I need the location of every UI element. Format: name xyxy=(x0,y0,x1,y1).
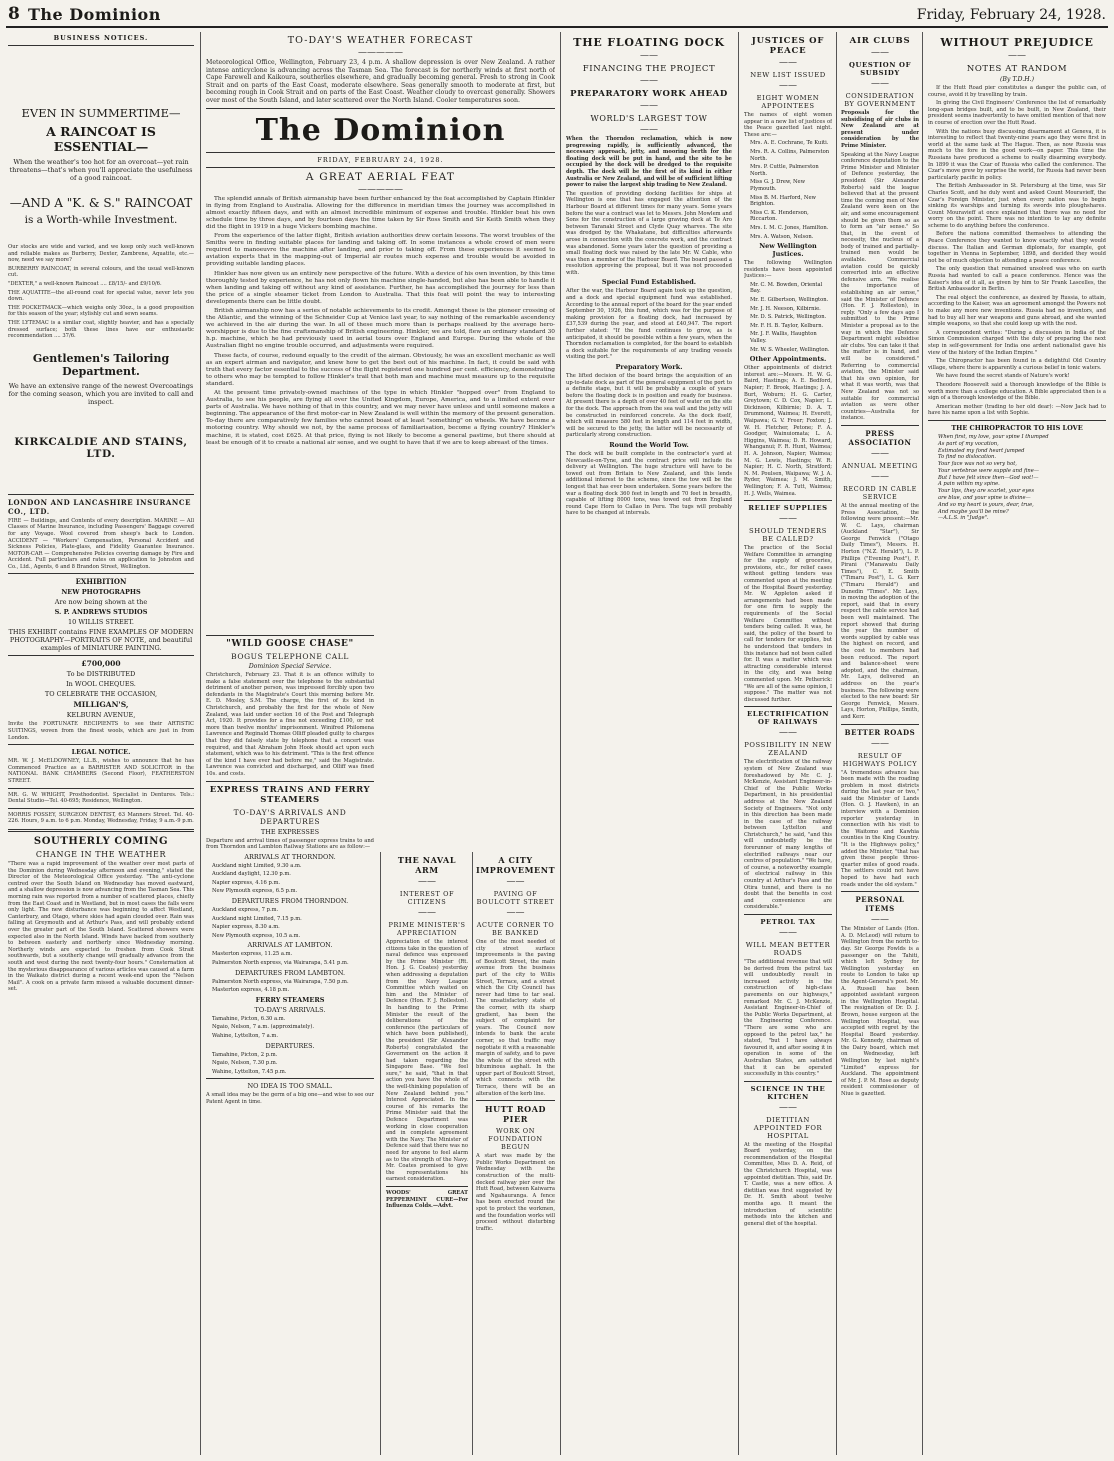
prejudice-paragraph: A correspondent writes: "During a discussion in India of the Simon Commission charged with the duty of preparing the next step in self-government for India one ardent nationalist gave his view of the history of the Indian Empire." xyxy=(928,329,1106,356)
dock-fund-body: After the war, the Harbour Board again took up the question, and a dock and special equipment fund was established. According to the annual report of the board for the year ended September 30, 1926, this fund, which was for the purpose of making provision for a floating dock, had increased by £37,539 during the year, and stood at £40,947. The report further stated: "If the fund continues to grow, as is anticipated, it should be possible within a few years, when the Thorndon reclamation is completed, for the board to establish a dock suitable for the requirements of any trading vessels visiting the port." xyxy=(566,288,732,361)
wild-goose-body: Christchurch, February 23. That it is an offence wilfully to make a false statement over the telephone to the substantial detriment of another person, was impressed forcibly upon two defendants in the Magistrate's Court this morning before Mr. E. D. Mosley, S.M. The charge, the first of its kind in Christchurch, and probably the first for the whole of New Zealand, was laid under section 16 of the Post and Telegraph Act, 1920. It provides for a fine not exceeding £100, or not more than twelve months' imprisonment. Winifred Philomena Lawrence and Reginald Thomas Olliff pleaded guilty to charges that they did falsely state by telephone that a concert was required, and that Abraham John Hook should act upon such statement, which was to his detriment. "This is the first offence of the kind I have ever had before me," said the Magistrate. Lawrence was convicted and discharged, and Olliff was fined 10s. and costs. xyxy=(206,672,374,777)
hutt-head: HUTT ROAD PIER xyxy=(484,1104,547,1125)
prejudice-sub: NOTES AT RANDOM xyxy=(966,64,1068,74)
prejudice-paragraph: The only question that remained unsolved was who on earth Russia had wanted to call a peace conference. Hence was the Kaiser's idea of it all, as given by him to Sir Frank Lascelles, the British Ambassador in Berlin. xyxy=(928,266,1106,293)
express-list-item: Napier express, 4.16 p.m. xyxy=(212,879,281,886)
wild-goose-source: Dominion Special Service. xyxy=(248,663,332,670)
dock-tow-head: Round the World Tow. xyxy=(609,440,689,449)
column-air-clubs: AIR CLUBS —— QUESTION OF SUBSIDY —— CONSIDERATION BY GOVERNMENT Proposals for the subsidising of air clubs in New Zealand are at present under consideration by the Prime Minister. Speaking at the Navy League conference deputation to the Prime Minister and Minister of Defence yesterday, the president (Sir Alexander Roberts) said the league believed that at the present time the coming men of New Zealand were keen on the air, and some encouragement should be given them so as to form an "air sense." So that, in the event of necessity, the nucleus of a body of trained and partially-trained men would be available. Commercial aviation could be quickly converted into an effective defensive arm. "We realise the importance of establishing an air sense," said the Minister of Defence (Hon. F. J. Rolleston), in reply. "Only a few days ago I submitted to the Prime Minister a proposal as to the way in which the Defence Department might subsidise air clubs. You can take it that the matter is in hand, and will be considered." Referring to commercial aviation, the Minister said that his own opinion, for what it was worth, was that New Zealand was not so suitable for commercial aviation as were other countries—Australia for instance. PRESS ASSOCIATION —— ANNUAL MEETING —— RECORD IN CABLE SERVICE At the annual meeting of the Press Association, the following were present:—Mr. W. C. Lays, chairman (Auckland "Star"), Sir George Fenwick ("Otago Daily Times"), Messrs. H. Horton ("N.Z. Herald"), L. P. Phillips ("Evening Post"), F. Pirani ("Manawatu Daily Times"), C. E. Smith ("Timaru Post"), L. G. Kerr ("Timaru Herald") and Dunedin "Times". Mr. Lays, in moving the adoption of the report, said that in every respect the cable service had been well maintained. The report showed that during the year the number of words supplied by cable was the highest on record, and the cost to members had been reduced. The report and balance-sheet were adopted, and the chairman, Mr. Lays, delivered an address on the year's business. The following were elected to the new board: Sir George Fenwick, Messrs. Lays, Horton, Phillips, Smith, and Kerr. BETTER ROADS —— RESULT OF HIGHWAYS POLICY "A tremendous advance has been made with the roading problem in most districts during the last year or two," said the Minister of Lands (Hon. O. J. Hawken), in an interview with a Dominion reporter yesterday in connection with his visit to the Waitomo and Kawhia counties in the King Country. "It is the Highways policy," added the Minister, "that has given these people three-quarter miles of good roads. The settlers could not have hoped to have had such roads under the old system." PERSONAL ITEMS —— The Minister of Lands (Hon. A. D. McLeod) will return to Wellington from the north to-day. Sir George Fowlds is a passenger on the Tahiti, which left Sydney for Wellington yesterday en route to London to take up the Agent-General's post. Mr. A. Russell has been appointed assistant surgeon in the Wellington Hospital. The resignation of Dr. D. J. Brown, house surgeon at the Wellington Hospital, was accepted with regret by the Hospital Board yesterday. Mr. G. Kennedy, chairman of the Dairy board, which met on Wednesday, left Wellington by last night's "Limited" express for Auckland. The appointment of Mr. J. P. M. Rose as deputy resident commissioner of Niue is gazetted. xyxy=(841,36,919,1098)
press-head: PRESS ASSOCIATION xyxy=(848,428,912,447)
column-rule xyxy=(200,32,201,1455)
petrol-body: "The additional revenue that will be derived from the petrol tax will undoubtedly result in increased activity in the construction of high-class pavements on our highways," remarked Mr. C. J. McKenzie, Assistant Engineer-in-Chief of the Public Works Department, at the Engineering Conference. "There are some who are opposed to the petrol tax," he stated, "but I have always favoured it, and after seeing it in operation in some of the Australian States, am satisfied that it can be operated successfully in this country." xyxy=(744,959,832,1078)
page-number: 8 xyxy=(8,4,20,24)
hutt-sub: WORK ON FOUNDATION BEGUN xyxy=(488,1127,543,1152)
editorial-head: A GREAT AERIAL FEAT xyxy=(305,170,456,183)
column-editorial: TO-DAY'S WEATHER FORECAST ————— Meteorological Office, Wellington, February 23, 4 p.m. A shallow depression is over New Zealand. A rather intense anticyclone is advancing across the Tasman Sea. The forecast is for northerly winds at first north of Cape Farewell and Kaikoura, southerlies elsewhere, and gradually becoming general. Fresh to strong in Cook Strait and on parts of the East Coast, moderate elsewhere. Seas generally smooth to moderate at first, but becoming rough in Cook Strait and on parts of the East Coast. Weather cloudy to overcast generally. Showers over most of the South Island, and later scattered over the North Island. Cooler temperatures soon. The Dominion FRIDAY, FEBRUARY 24, 1928. A GREAT AERIAL FEAT ————— The splendid annals of British airmanship have been further enhanced by the feat accomplished by Captain Hinkler in flying from England to Australia. Allowing for the difference in meridian times the journey was accomplished in almost exactly fifteen days, and with an almost incredible minimum of expense and trouble. Hinkler beat his own schedule time by three days, and by fourteen days the time taken by Sir Ross Smith and Sir Keith Smith when they did the flight in 1919 in a huge Vickers bombing machine. From the experience of the latter flight, British aviation authorities drew certain lessons. The worst troubles of the Smiths were in finding suitable places for landing and taking off. In some instances a whole crowd of men were required to manoeuvre the machine after landing, and prior to taking off. From these experiences it seemed to aviation experts that in the mapping-out of Imperial air routes much expense and trouble would be avoided in providing suitable landing places. Hinkler has now given us an entirely new perspective of the future. With a device of his own invention, by this time thoroughly tested by experience, he has not only flown his machine single-handed, but also has been able to handle it when landing and taking off without any kind of assistance. Further, he has accomplished the journey for less than the price of a single steamer ticket from London to Australia. That this feat will point the way to interesting developments there can be little doubt. British airmanship now has a series of notable achievements to its credit. Amongst these is the pioneer crossing of the Atlantic, and the winning of the Schneider Cup at Venice last year, to say nothing of the remarkable ascendency we achieved in the air during the war. In all of these much more than is perhaps realised by the average hero-worshipper is due to the fine craftsmanship of British engineering. Hinkler, we are told, flew an ordinary standard 30 h.p. machine, which he had previously used in aerial tours over England and Europe. During the whole of the Australian flight no engine trouble occurred, and adjustments were required. These facts, of course, redound equally to the credit of the airman. Obviously, he was an excellent mechanic as well as an expert airman and navigator, and knew how to get the best out of his machine. In fact, it could be said with truth that every factor essential to the success of the flight registered one hundred per cent. efficiency, demonstrating to others who may be tempted to follow Hinkler's trail that both man and machine must measure up to the requisite standard. At the present time privately-owned machines of the type in which Hinkler "hopped over" from England to Australia, to see his people, are flying all over the United Kingdom, Europe, America, and to a limited extent over parts of Australia. We have nothing of that in this country, and we may never have unless and until someone makes a beginning. The appearance of the first motor-car in New Zealand is well within the memory of the present generation. To-day there are comparatively few families who cannot boast of at least "something" on wheels. We have become a motoring country. Why should we not, by the same process of familiarisation, become a flying country? Hinkler's machine, it is stated, cost £625. At that price, flying is not likely to become a general pastime, but there should at least be enough of it to create a national air sense, and we ought to have that if we are to keep abreast of the times. "WILD GOOSE CHASE" BOGUS TELEPHONE CALL Dominion Special Service. Christchurch, February 23. That it is an offence wilfully to make a false statement over the telephone to the substantial detriment of another person, was impressed forcibly upon two defendants in the Magistrate's Court this morning before Mr. E. D. Mosley, S.M. The charge, the first of its kind in Christchurch, and probably the first for the whole of New Zealand, was laid under section 16 of the Post and Telegraph Act, 1920. It provides for a fine not exceeding £100, or not more than twelve months' imprisonment. Winifred Philomena Lawrence and Reginald Thomas Olliff pleaded guilty to charges that they did falsely state by telephone that a concert was required, and that Abraham John Hook should act upon such statement, which was to his detriment. "This is the first offence of the kind I have ever had before me," said the Magistrate. Lawrence was convicted and discharged, and Olliff was fined 10s. and costs. EXPRESS TRAINS AND FERRY STEAMERS TO-DAY'S ARRIVALS AND DEPARTURES THE EXPRESSES Departure and arrival times of passenger express trains to and from Thorndon and Lambton Railway Stations are as follow:— ARRIVALS AT THORNDON. Auckland night Limited, 9.30 a.m. Auckland daylight, 12.30 p.m. Napier express, 4.16 p.m. New Plymouth express, 6.5 p.m. DEPARTURES FROM THORNDON. Auckland express, 7 p.m. Auckland night Limited, 7.15 p.m. Napier express, 8.30 a.m. New Plymouth express, 10.5 a.m. ARRIVALS AT LAMBTON. Masterton express, 11.25 a.m. Palmerston North express, via Wairarapa, 5.41 p.m. DEPARTURES FROM LAMBTON. Palmerston North express, via Wairarapa, 7.50 p.m. Masterton express, 4.18 p.m. FERRY STEAMERS TO-DAY'S ARRIVALS. Tamahine, Picton, 6.30 a.m. Ngaio, Nelson, 7 a.m. (approximately). Wahine, Lyttelton, 7 a.m. DEPARTURES. Tamahine, Picton, 2 p.m. Ngaio, Nelson, 7.30 p.m. Wahine, Lyttelton, 7.45 p.m. NO IDEA IS TOO SMALL. A small idea may be the germ of a big one—and wise to see our Patent Agent in time. THE NAVAL ARM —— INTEREST OF CITIZENS —— PRIME MINISTER'S APPRECIATION Appreciation of the interest citizens take in the question of naval defence was expressed by the Prime Minister (Rt. Hon. J. G. Coates) yesterday when addressing a deputation from the Navy League Committee which waited on him and the Minister of Defence (Hon. F. J. Rolleston). In handing to the Prime Minister the result of the deliberations of the conference (the particulars of which have been published), the president (Sir Alexander Roberts) congratulated the Government on the action it had taken regarding the Singapore Base. "We feel sure," he said, "that in that action you have the whole of the well-thinking population of New Zealand behind you." Interest Appreciated. In the course of his remarks the Prime Minister said that the Defence Department was working in close cooperation and in complete agreement with the Navy. The Minister of Defence said that there was no need for anyone to feel alarm as to the strength of the Navy. Mr. Coates promised to give the representations his earnest consideration. WOODS' GREAT PEPPERMINT CURE—For Influenza Colds.—Advt. A CITY IMPROVEMENT —— PAVING OF BOULCOTT STREET —— ACUTE CORNER TO BE BANKED One of the most needed of city street surface improvements is the paving of Boulcott Street, the main avenue from the business part of the city to Willis Street, Terrace, and a street which the City Council has never had time to tar seal. The unsatisfactory state of the corner, with its sharp gradient, has been the subject of complaint for years. The Council now intends to bank the acute corner, so that traffic may negotiate it with a reasonable margin of safety, and to pave the whole of the street with bituminous asphalt. In the upper part of Boulcott Street, which connects with the Terrace, there will be an alteration of the kerb line. HUTT ROAD PIER WORK ON FOUNDATION BEGUN A start was made by the Public Works Department on Wednesday with the construction of the multi-decked railway pier over the Hutt Road, between Kaiwarra and Ngahauranga. A fence has been erected round the spot to protect the workmen, and the foundation works will proceed without disturbing traffic. xyxy=(206,32,555,1455)
city-sub: PAVING OF BOULCOTT STREET xyxy=(476,890,555,906)
raincoat-line4: —AND A "K. & S." RAINCOAT xyxy=(9,196,193,210)
jp-intro: The names of eight women appear in a new list of justices of the Peace gazetted last night. These are:— xyxy=(744,112,832,138)
relief-body: The practice of the Social Welfare Committee in arranging for the supply of groceries, provisions, etc., for relief cases without getting tenders was commented upon at the meeting of the Hospital Board yesterday. Mr. W. Appleton asked if arrangements had been made for one firm to supply the requirements of the Social Welfare Committee without tenders being called. It was, he said, the policy of the board to call for tenders for supplies, but he understood that tenders in this instance had not been called for. It was a matter which was attracting considerable interest in the city, and was being commented upon. Mr. Petherick: "We are all of the same opinion, I suppose." The matter was not discussed further. xyxy=(744,545,832,703)
column-floating-dock: THE FLOATING DOCK —— FINANCING THE PROJECT —— PREPARATORY WORK AHEAD —— WORLD'S LARGEST TOW —— When the Thorndon reclamation, which is now progressing rapidly, is sufficiently advanced, the necessary approach, jetty, and mooring berth for the floating dock will be put in hand, and the site to be occupied by the dock will be dredged to the requisite depth. The dock will be the first of its kind in either Australia or New Zealand, and will be of sufficient lifting power to raise the largest ship trading to New Zealand. The question of providing docking facilities for ships at Wellington is one that has engaged the attention of the Harbour Board at different times for many years. Some years before the war a contract was let to Messrs. John Mowlem and Sons for the construction of a large graving dock at Te Aro between Taranaki Street and Clyde Quay wharves. The site was dredged by the Whakatane, but difficulties afterwards arose in connection with the concrete work, and the contract was abandoned. Some years later the question of providing a small floating dock was raised by the late Mr. W. Cable, who was then a member of the Harbour Board. The board passed a resolution approving the proposal, but it was not proceeded with. Special Fund Established. After the war, the Harbour Board again took up the question, and a dock and special equipment fund was established. According to the annual report of the board for the year ended September 30, 1926, this fund, which was for the purpose of making provision for a floating dock, had increased by £37,539 during the year, and stood at £40,947. The report further stated: "If the fund continues to grow, as is anticipated, it should be possible within a few years, when the Thorndon reclamation is completed, for the board to establish a dock suitable for the requirements of any trading vessels visiting the port." Preparatory Work. The lifted decision of the board brings the acquisition of an up-to-date dock as part of the general equipment of the port to a definite stage, but it will be probably a couple of years before the floating dock is in position and ready for business. At present there is a depth of over 40 feet of water on the site for the dock. The approach from the sea wall and the jetty will be constructed in reinforced concrete. As the dock itself, which will measure 580 feet in length and 114 feet in width, will be secured to the jetty, the latter will be necessarily of particularly strong construction. Round the World Tow. The dock will be built complete in the contractor's yard at Newcastle-on-Tyne, and the contract price will include its delivery at Wellington. The huge structure will have to be towed out from Britain to New Zealand, and this lends additional interest to the scheme, since the tow will be the longest that has ever been undertaken. Some years before the war a floating dock 360 feet in length and 70 feet in breadth, capable of lifting 8000 tons, was towed out from England round Cape Horn to Callao in Peru. The tugs will probably have to be changed at intervals. xyxy=(566,36,732,517)
jp-head: JUSTICES OF PEACE xyxy=(751,36,825,56)
kitchen-sub: DIETITIAN APPOINTED FOR HOSPITAL xyxy=(753,1115,823,1140)
electrification-head: ELECTRIFICATION OF RAILWAYS xyxy=(746,710,830,727)
prejudice-paragraph: American mother (trading to her old dear): —Now Jack had to have his name upon a list with Sophie. xyxy=(928,403,1106,417)
editorial-paragraph: These facts, of course, redound equally to the credit of the airman. Obviously, he was an excellent mechanic as well as an expert airman and navigator, and knew how to get the best out of his machine. In fact, it could be said with truth that every factor essential to the success of the flight registered one hundred per cent. efficiency, demonstrating to others who may be tempted to follow Hinkler's trail that both man and machine must measure up to the requisite standard. xyxy=(206,352,555,387)
city-head: A CITY IMPROVEMENT xyxy=(476,855,555,875)
editorial-paragraph: The splendid annals of British airmanship have been further enhanced by the feat accomplished by Captain Hinkler in flying from England to Australia. Allowing for the difference in meridian times the journey was accomplished in almost exactly fifteen days, and with an almost incredible minimum of expense and trouble. Hinkler beat his own schedule time by three days, and by fourteen days the time taken by Sir Ross Smith and Sir Keith Smith when they did the flight in 1919 in a huge Vickers bombing machine. xyxy=(206,195,555,230)
naval-head: THE NAVAL ARM xyxy=(397,855,457,875)
raincoat-line5: is a Worth-while Investment. xyxy=(24,214,178,226)
jp-wgtn: Mr. D. S. Patrick, Wellington. xyxy=(750,314,827,321)
raincoat-advert xyxy=(8,106,194,460)
express-dep-thorndon: DEPARTURES FROM THORNDON. xyxy=(231,897,349,906)
column-rule xyxy=(380,852,382,1455)
insurance-body: FIRE — Buildings, and Contents of every description. MARINE — All Classes of Marine Insurance, including Passengers' Baggage covered for any Voyage. Wool covered from sheep's back to London. ACCIDENT — "Workers' Compensation, Personal Accident and Sickness Policies, Plate-glass, and Fidelity Guarantee Insurance. MOTOR-CAR — Comprehensive Policies covering damage by Fire and Accident. Full particulars and rates on application to Johnston and Co., Ltd., Agents, 6 and 8 Brandon Street, Wellington. xyxy=(8,517,194,570)
legal-head: LEGAL NOTICE. xyxy=(71,748,131,757)
poem-line: But I have felt since then—God wot!— xyxy=(938,474,1039,481)
jp-woman: Miss G. J. Drew, New Plymouth. xyxy=(750,179,806,192)
express-list-item: New Plymouth express, 6.5 p.m. xyxy=(212,888,298,895)
prejudice-paragraph: We have found the secret stands of Nature's work! xyxy=(936,373,1070,380)
electrification-body: The electrification of the railway system of New Zealand was foreshadowed by Mr. C. J. McKenzie, Assistant Engineer-in-Chief of the Public Works Department, in his presidential address at the New Zealand Society of Engineers. "Not only in this direction has been made in the case of the railway between Lyttelton and Christchurch," he said, "and this will undoubtedly be the forerunner of many lengths of electrified railways near our centres of population." "We have, of course, a noteworthy example of electrical railway in this country at Arthur's Pass and the Otira tunnel, and there is no doubt that the benefits in cost and convenience are considerable." xyxy=(744,759,832,911)
poem-line: When first, my love, your spine I thumped xyxy=(938,433,1049,440)
editorial-paragraph: British airmanship now has a series of notable achievements to its credit. Amongst these is the pioneer crossing of the Atlantic, and the winning of the Schneider Cup at Venice last year, to say nothing of the remarkable ascendency we achieved in the air during the war. In all of these much more than is perhaps realised by the average hero-worshipper is due to the fine craftsmanship of British engineering. Hinkler, we are told, flew an ordinary standard 30 h.p. machine, which he had previously used in aerial tours over England and Europe. During the whole of the Australian flight no engine trouble occurred, and adjustments were required. xyxy=(206,307,555,350)
express-list-item: Auckland night Limited, 7.15 p.m. xyxy=(212,915,302,922)
petrol-sub: WILL MEAN BETTER ROADS xyxy=(745,941,831,957)
air-head: AIR CLUBS xyxy=(849,36,911,46)
naval-sub2: PRIME MINISTER'S APPRECIATION xyxy=(388,921,466,937)
forecast-body: Meteorological Office, Wellington, February 23, 4 p.m. A shallow depression is over New Zealand. A rather intense anticyclone is advancing across the Tasman Sea. The forecast is for northerly winds at first north of Cape Farewell and Kaikoura, southerlies elsewhere, and gradually becoming general. Fresh to strong in Cook Strait and on parts of the East Coast, moderate elsewhere. Seas generally smooth to moderate at first, but becoming rough in Cook Strait and on parts of the East Coast. Weather cloudy to overcast generally. Showers over most of the South Island, and later scattered over the North Island. Cooler temperatures soon. xyxy=(206,59,555,104)
roads-sub: RESULT OF HIGHWAYS POLICY xyxy=(842,751,918,768)
distributed-line: TO CELEBRATE THE OCCASION, xyxy=(44,690,158,699)
column-rule xyxy=(836,32,837,1455)
distributed-body: Invite the FORTUNATE RECIPIENTS to see their ARTISTIC SUITINGS, woven from the finest wools, which are just in from London. xyxy=(8,721,194,741)
city-body: One of the most needed of city street surface improvements is the paving of Boulcott Street, the main avenue from the business part of the city to Willis Street, Terrace, and a street which the City Council has never had time to tar seal. The unsatisfactory state of the corner, with its sharp gradient, has been the subject of complaint for years. The Council now intends to bank the acute corner, so that traffic may negotiate it with a reasonable margin of safety, and to pave the whole of the street with bituminous asphalt. In the upper part of Boulcott Street, which connects with the Terrace, there will be an alteration of the kerb line. xyxy=(476,939,555,1097)
tailoring-head: Gentlemen's Tailoring Department. xyxy=(32,351,170,378)
poem-line: Your vertebrae were supple and fine— xyxy=(938,467,1040,474)
distributed-firm: MILLIGAN'S, xyxy=(73,700,129,710)
ferry-list-item: Tamahine, Picton, 6.30 a.m. xyxy=(212,1015,286,1022)
express-arr-lambton: ARRIVALS AT LAMBTON. xyxy=(247,941,333,950)
jp-wgtn: Mr. F. H. B. Taylor, Kelburn. xyxy=(750,322,824,329)
column-rule xyxy=(738,32,739,1455)
poem-line: And maybe you'll be mine? xyxy=(938,508,1009,515)
ferry-head: FERRY STEAMERS xyxy=(255,995,325,1004)
editorial-date: FRIDAY, FEBRUARY 24, 1928. xyxy=(317,155,444,164)
ferry-list-item: Tamahine, Picton, 2 p.m. xyxy=(212,1051,278,1058)
prejudice-paragraph: In giving the Civil Engineers' Conference the list of remarkably long-span bridges built, and to be built, in New Zealand, their president seems inadvertently to have omitted mention of that now in course of erection over the Hutt Road. xyxy=(928,100,1106,126)
dock-head: THE FLOATING DOCK xyxy=(573,36,725,49)
jp-woman: Miss B. M. Harford, New Brighton. xyxy=(750,194,816,208)
city-sub2: ACUTE CORNER TO BE BANKED xyxy=(476,921,555,937)
dock-fund-head: Special Fund Established. xyxy=(601,278,697,287)
kitchen-head: SCIENCE IN THE KITCHEN xyxy=(750,1084,826,1101)
express-head: EXPRESS TRAINS AND FERRY STEAMERS xyxy=(209,784,371,805)
poem-line: Your lips, they are scarlet, your eyes xyxy=(938,488,1035,495)
express-list-item: Palmerston North express, via Wairarapa, 7.50 p.m. xyxy=(212,978,349,985)
poem-line: Estimated my fond heart jumped xyxy=(938,447,1025,454)
air-lead: Proposals for the subsidising of air clubs in New Zealand are at present under consideration by the Prime Minister. xyxy=(841,110,919,149)
page-masthead xyxy=(6,4,1108,28)
exhibition-line: THIS EXHIBIT contains FINE EXAMPLES OF MODERN PHOTOGRAPHY—PORTRAITS OF NOTE, and beautiful examples of MINIATURE PAINTING. xyxy=(8,628,194,653)
jp-woman: Mrs. A. Watson, Nelson. xyxy=(750,233,814,240)
woods-advert: WOODS' GREAT PEPPERMINT CURE—For Influenza Colds.—Advt. xyxy=(386,1189,468,1210)
air-sub: QUESTION OF SUBSIDY xyxy=(848,61,912,77)
hutt-body: A start was made by the Public Works Department on Wednesday with the construction of the multi-decked railway pier over the Hutt Road, between Kaiwarra and Ngahauranga. A fence has been erected round the spot to protect the workmen, and the foundation works will proceed without disturbing traffic. xyxy=(476,1153,555,1232)
southerly-sub: CHANGE IN THE WEATHER xyxy=(35,850,167,859)
jp-wgtn: Mr. J. F. Wallis, Haughton Valley. xyxy=(750,331,817,345)
tailoring-body: We have an extensive range of the newest Overcoatings for the coming season, which you are invited to call and inspect. xyxy=(8,381,194,406)
naval-sub: INTEREST OF CITIZENS xyxy=(399,890,455,906)
poem-line: are blue, and your spine is divine— xyxy=(938,495,1031,502)
jp-wgtn: Mr. E. Gilbertson, Wellington. xyxy=(750,297,829,304)
electrification-sub: POSSIBILITY IN NEW ZEALAND xyxy=(744,741,832,758)
jp-woman: Mrs. R. A. Collins, Palmerston North. xyxy=(750,148,830,162)
raincoat-body: Our stocks are wide and varied, and we keep only such well-known and reliable makes as Burberry, Dexter, Zambrene, Aquatite, etc.—now, need we say more? xyxy=(8,244,194,264)
dock-sub: FINANCING THE PROJECT xyxy=(582,64,716,74)
editorial-paragraph: Hinkler has now given us an entirely new perspective of the future. With a device of his own invention, by this time thoroughly tested by experience, he has not only flown his machine single-handed, but also has been able to handle it when landing and taking off without any kind of assistance. Further, he has accomplished the journey for less than the price of a single steamer ticket from London to Australia. That this feat will point the way to interesting developments there can be little doubt. xyxy=(206,270,555,305)
city-story: A CITY IMPROVEMENT —— PAVING OF BOULCOTT STREET —— ACUTE CORNER TO BE BANKED One of the most needed of city street surface improvements is the paving of Boulcott Street, the main avenue from the business part of the city to Willis Street, Terrace, and a street which the City Council has never had time to tar seal. The unsatisfactory state of the corner, with its sharp gradient, has been the subject of complaint for years. The Council now intends to bank the acute corner, so that traffic may negotiate it with a reasonable margin of safety, and to pave the whole of the street with bituminous asphalt. In the upper part of Boulcott Street, which connects with the Terrace, there will be an alteration of the kerb line. HUTT ROAD PIER WORK ON FOUNDATION BEGUN A start was made by the Public Works Department on Wednesday with the construction of the multi-decked railway pier over the Hutt Road, between Kaiwarra and Ngahauranga. A fence has been erected round the spot to protect the workmen, and the foundation works will proceed without disturbing traffic. xyxy=(476,855,555,1232)
personal-head: PERSONAL ITEMS xyxy=(855,895,905,914)
prejudice-paragraph: Before the nations committed themselves to attending the Peace Conference they wanted to know exactly what they would discuss. The Italian and German diplomats, for example, got together in Vienna in September, 1898, and decided they would not be of much objection to attending a peace conference. xyxy=(928,231,1106,264)
express-list-item: Auckland daylight, 12.30 p.m. xyxy=(212,871,291,878)
column-rule xyxy=(922,32,923,1455)
ferry-list-item: Wahine, Lyttelton, 7.45 p.m. xyxy=(212,1068,287,1075)
section-label: BUSINESS NOTICES. xyxy=(53,34,149,42)
dock-sub3: WORLD'S LARGEST TOW xyxy=(590,114,708,123)
prejudice-paragraph: With the nations busy discussing disarmament at Geneva, it is interesting to reflect that twenty-nine years ago they were first in world at the same task at The Hague. Then, as now Russia was much to the fore in the good work—on paper. This time the Russians have produced a scheme to really disarming everybody. In 1899 it was the Czar of Russia who called the conference. The Czar's move grew by surprise the world, for Russia had never been particularly pacific in policy. xyxy=(928,128,1106,181)
legal-body: MR. W. J. McELDOWNEY, LL.B., wishes to announce that he has Commenced Practice as a BARRISTER AND SOLICITOR in the NATIONAL BANK CHAMBERS (Second Floor), FEATHERSTON STREET. xyxy=(8,758,194,785)
paper-name: The Dominion xyxy=(28,5,161,24)
poem-head: THE CHIROPRACTOR TO HIS LOVE xyxy=(951,423,1083,432)
press-body: At the annual meeting of the Press Association, the following were present:—Mr. W. C. Lays, chairman (Auckland "Star"), Sir George Fenwick ("Otago Daily Times"), Messrs. H. Horton ("N.Z. Herald"), L. P. Phillips ("Evening Post"), F. Pirani ("Manawatu Daily Times"), C. E. Smith ("Timaru Post"), L. G. Kerr ("Timaru Herald") and Dunedin "Times". Mr. Lays, in moving the adoption of the report, said that in every respect the cable service had been well maintained. The report showed that during the year the number of words supplied by cable was the highest on record, and the cost to members had been reduced. The report and balance-sheet were adopted, and the chairman, Mr. Lays, delivered an address on the year's business. The following were elected to the new board: Sir George Fenwick, Messrs. Lays, Horton, Phillips, Smith, and Kerr. xyxy=(841,502,919,720)
naval-body: Appreciation of the interest citizens take in the question of naval defence was expressed by the Prime Minister (Rt. Hon. J. G. Coates) yesterday when addressing a deputation from the Navy League Committee which waited on him and the Minister of Defence (Hon. F. J. Rolleston). In handing to the Prime Minister the result of the deliberations of the conference (the particulars of which have been published), the president (Sir Alexander Roberts) congratulated the Government on the action it had taken regarding the Singapore Base. "We feel sure," he said, "that in that action you have the whole of the well-thinking population of New Zealand behind you." Interest Appreciated. In the course of his remarks the Prime Minister said that the Defence Department was working in close cooperation and in complete agreement with the Navy. The Minister of Defence said that there was no need for anyone to feel alarm as to the strength of the Navy. Mr. Coates promised to give the representations his earnest consideration. xyxy=(386,939,468,1183)
express-list-item: Auckland express, 7 p.m. xyxy=(212,907,279,914)
express-list-item: Napier express, 8.30 a.m. xyxy=(212,924,280,931)
raincoat-line3: When the weather's too hot for an overcoat—yet rain threatens—that's when you'll appreciate the usefulness of a good raincoat. xyxy=(9,158,193,182)
insurance-title: LONDON AND LANCASHIRE INSURANCE CO., LTD. xyxy=(8,497,192,516)
exhibition-line: S. P. ANDREWS STUDIOS xyxy=(54,608,148,617)
prejudice-paragraph: Theodore Roosevelt said a thorough knowledge of the Bible is worth more than a college education. A Bible appreciated then is a sign of a thorough knowledge of the Bible. xyxy=(928,381,1106,402)
wright-notice: MR. G. W. WRIGHT, Prosthodontist. Specialist in Dentures. Tels.: Dental Studio—Tel. 40-695; Residence, Wellington. xyxy=(8,791,194,805)
raincoat-line1: EVEN IN SUMMERTIME— xyxy=(21,106,181,120)
column-without-prejudice: WITHOUT PREJUDICE —— NOTES AT RANDOM (By T.D.H.) If the Hutt Road pier constitutes a danger the public can, of course, avoid it by travelling by train. In giving the Civil Engineers' Conference the list of remarkably long-span bridges built, and to be built, in New Zealand, their president seems inadvertently to have omitted mention of that now in course of erection over the Hutt Road. With the nations busy discussing disarmament at Geneva, it is interesting to reflect that twenty-nine years ago they were first in world at the same task at The Hague. Then, as now Russia was much to the fore in the good work—on paper. This time the Russians have produced a scheme to really disarming everybody. In 1899 it was the Czar of Russia who called the conference. The Czar's move grew by surprise the world, for Russia had never been particularly pacific in policy. The British Ambassador in St. Petersburg at the time, was Sir Charles Scott, and he duly went and asked Count Mouravieff, the Czar's Foreign Minister, just when every nation was to begin sinking its warships and turning its swords into ploughshares. Count Mouravieff at once explained that there was no need for worry on the point. There was no intention to lay any definite scheme to do anything before the conference. Before the nations committed themselves to attending the Peace Conference they wanted to know exactly what they would discuss. The Italian and German diplomats, for example, got together in Vienna in September, 1898, and decided they would not be of much objection to attending a peace conference. The only question that remained unsolved was who on earth Russia had wanted to call a peace conference. Hence was the Kaiser's idea of it all, as given by him to Sir Frank Lascelles, the British Ambassador in Berlin. The real object the conference, as desired by Russia, to attain, according to the Kaiser, was an agreement amongst the Powers not to make any more new inventions. Russia had no inventors, and had to buy all her war weapons and guns abroad, and she wanted simple weapons, so that she could keep up with the rest. A correspondent writes: "During a discussion in India of the Simon Commission charged with the duty of preparing the next step in self-government for India one ardent nationalist gave his view of the history of the Indian Empire." The Chiropractor has been found in a delightful Old Country village, where there is apparently a curious belief in tonic waters. We have found the secret stands of Nature's work! Theodore Roosevelt said a thorough knowledge of the Bible is worth more than a college education. A Bible appreciated then is a sign of a thorough knowledge of the Bible. American mother (trading to her old dear): —Now Jack had to have his name upon a list with Sophie. THE CHIROPRACTOR TO HIS LOVE When first, my love, your spine I thumped As part of my vocation, Estimated my fond heart jumped To find no dislocation. Your face was not so very hot, Your vertebrae were supple and fine— But I have felt since then—God wot!— A pain within my spine. Your lips, they are scarlet, your eyes are blue, and your spine is divine— And so my heart is yours, dear, true, And maybe you'll be mine? —A.L.S. in "Judge". xyxy=(928,36,1106,522)
naval-story: THE NAVAL ARM —— INTEREST OF CITIZENS —— PRIME MINISTER'S APPRECIATION Appreciation of the interest citizens take in the question of naval defence was expressed by the Prime Minister (Rt. Hon. J. G. Coates) yesterday when addressing a deputation from the Navy League Committee which waited on him and the Minister of Defence (Hon. F. J. Rolleston). In handing to the Prime Minister the result of the deliberations of the conference (the particulars of which have been published), the president (Sir Alexander Roberts) congratulated the Government on the action it had taken regarding the Singapore Base. "We feel sure," he said, "that in that action you have the whole of the well-thinking population of New Zealand behind you." Interest Appreciated. In the course of his remarks the Prime Minister said that the Defence Department was working in close cooperation and in complete agreement with the Navy. The Minister of Defence said that there was no need for anyone to feel alarm as to the strength of the Navy. Mr. Coates promised to give the representations his earnest consideration. WOODS' GREAT PEPPERMINT CURE—For Influenza Colds.—Advt. xyxy=(386,855,468,1210)
column-rule xyxy=(560,32,561,1455)
ferry-dep: DEPARTURES. xyxy=(265,1041,315,1050)
southerly-body: "There was a rapid improvement of the weather over most parts of the Dominion during Wednesday afternoon and evening," stated the Director of the Meteorological Office yesterday. "The anti-cyclone centred over the South Island on Wednesday has moved eastward, and a shallow depression is now advancing from the Tasman Sea. This morning rain was reported from a number of scattered places, chiefly from the East Coast and in Westland, but in most cases the falls were only light. The new disturbance was beginning to affect Westland, Canterbury, and Otago, where skies had again clouded over. Rain was falling at Greymouth and at Arthur's Pass, and will probably extend over the greater part of the South Island. Scattered showers were expected also in the North Island. Winds have backed from southerly to between easterly and northerly since Wednesday morning. Northerly winds are expected to freshen from Cook Strait southwards, but a southerly change will gradually advance from the south and west during the next twenty-four hours." Consternation at the mysterious disappearance of various articles was caused at a farm in the Waikato district during a recent week-end upon the "Nelson Mail". A cook on a private farm missed a valuable document dinner-set. xyxy=(8,861,194,993)
jp-wgtn: Mr. W. S. Wheeler, Wellington. xyxy=(750,346,830,353)
exhibition-line: Are now being shown at the xyxy=(54,598,148,607)
prejudice-paragraph: The Chiropractor has been found in a delightful Old Country village, where there is apparently a curious belief in tonic waters. xyxy=(928,358,1106,371)
editorial-masthead: The Dominion xyxy=(255,112,506,148)
petrol-head: PETROL TAX xyxy=(760,918,816,926)
forecast-head: TO-DAY'S WEATHER FORECAST xyxy=(287,35,474,46)
dock-prep-head: Preparatory Work. xyxy=(615,363,683,371)
jp-wgtn-head: New Wellington Justices. xyxy=(759,242,817,259)
ferry-list-item: Wahine, Lyttelton, 7 a.m. xyxy=(212,1033,278,1039)
ferry-arr: TO-DAY'S ARRIVALS. xyxy=(254,1005,326,1014)
column-justices: JUSTICES OF PEACE —— NEW LIST ISSUED —— EIGHT WOMEN APPOINTEES The names of eight women appear in a new list of justices of the Peace gazetted last night. These are:— Mrs. A. E. Cochrane, Te Kuiti. Mrs. R. A. Collins, Palmerston North. Mrs. P. Cuttle, Palmerston North. Miss G. J. Drew, New Plymouth. Miss B. M. Harford, New Brighton. Miss C. K. Henderson, Riccarton. Mrs. I. M. C. Jones, Hamilton. Mrs. A. Watson, Nelson. New Wellington Justices. The following Wellington residents have been appointed Justices:— Mr. C. M. Bowden, Oriental Bay. Mr. E. Gilbertson, Wellington. Mr. J. H. Neeson, Kilbirnie. Mr. D. S. Patrick, Wellington. Mr. F. H. B. Taylor, Kelburn. Mr. J. F. Wallis, Haughton Valley. Mr. W. S. Wheeler, Wellington. Other Appointments. Other appointments of district interest are:—Messrs. H. W. G. Baird, Hastings; A. E. Bedford, Napier; F. Brook, Hastings; J. A. Burt, Woburn; H. G. Carter, Greytown; C. D. Cox, Napier; L. Dickinson, Kilbirnie; D. A. T. Drummond, Waimea; H. Everett, Waipawa; G. V. Freer; Foxton; J. W. H. Fletcher, Petone; F. A. Goodger, Wainuiomata; L. A. Higgins, Waimea; D. R. Howard, Whanganui; F. R. Hunt, Waimea; H. A. Johnson, Napier; Waimea; M. G. Lewis, Hastings; W. R. Napier; H. C. North, Stratford; N. M. Poulsen, Waipawa; W. J. A. Ryder, Waimea; J. M. Smith, Wellington; F. A. Tutt, Waimea; H. J. Wells, Waimea. RELIEF SUPPLIES —— SHOULD TENDERS BE CALLED? The practice of the Social Welfare Committee in arranging for the supply of groceries, provisions, etc., for relief cases without getting tenders was commented upon at the meeting of the Hospital Board yesterday. Mr. W. Appleton asked if arrangements had been made for one firm to supply the requirements of the Social Welfare Committee without tenders being called. It was, he said, the policy of the board to call for tenders for supplies, but he understood that tenders in this instance had not been called for. It was a matter which was attracting considerable interest in the city, and was being commented upon. Mr. Petherick: "We are all of the same opinion, I suppose." The matter was not discussed further. ELECTRIFICATION OF RAILWAYS —— POSSIBILITY IN NEW ZEALAND The electrification of the railway system of New Zealand was foreshadowed by Mr. C. J. McKenzie, Assistant Engineer-in-Chief of the Public Works Department, in his presidential address at the New Zealand Society of Engineers. "Not only in this direction has been made in the case of the railway between Lyttelton and Christchurch," he said, "and this will undoubtedly be the forerunner of many lengths of electrified railways near our centres of population." "We have, of course, a noteworthy example of electrical railway in this country at Arthur's Pass and the Otira tunnel, and there is no doubt that the benefits in cost and convenience are considerable." PETROL TAX —— WILL MEAN BETTER ROADS "The additional revenue that will be derived from the petrol tax will undoubtedly result in increased activity in the construction of high-class pavements on our highways," remarked Mr. C. J. McKenzie, Assistant Engineer-in-Chief of the Public Works Department, at the Engineering Conference. "There are some who are opposed to the petrol tax," he stated, "but I have always favoured it, and after seeing it in operation in some of the Australian States, am satisfied that it can be operated successfully in this country." SCIENCE IN THE KITCHEN —— DIETITIAN APPOINTED FOR HOSPITAL At the meeting of the Hospital Board yesterday, on the recommendation of the Hospital Committee, Miss D. A. Reid, of the Christchurch Hospital, was appointed dietitian. This, said Dr. T. Castle, was a new office. A dietitian was first suggested by Dr. H. Smith about twelve months ago. It meant the introduction of scientific methods into the kitchen and general diet of the hospital. xyxy=(744,36,832,1227)
wild-goose-head: "WILD GOOSE CHASE" xyxy=(226,639,354,649)
express-sub: TO-DAY'S ARRIVALS AND DEPARTURES xyxy=(233,807,347,826)
express-list-item: Auckland night Limited, 9.30 a.m. xyxy=(212,862,302,869)
press-sub2: RECORD IN CABLE SERVICE xyxy=(843,484,917,501)
distributed-line: To be DISTRIBUTED xyxy=(66,670,136,679)
raincoat-line2: A RAINCOAT IS ESSENTIAL— xyxy=(46,124,156,154)
poem-line: —A.L.S. in "Judge". xyxy=(938,515,989,522)
editorial-paragraph: From the experience of the latter flight, British aviation authorities drew certain lessons. The worst troubles of the Smiths were in finding suitable places for landing and taking off. In some instances a whole crowd of men were required to manoeuvre the machine after landing, and prior to taking off. From these experiences it seemed to aviation experts that in the mapping-out of Imperial air routes much expense and trouble would be avoided in providing suitable landing places. xyxy=(206,233,555,268)
poem-line: And so my heart is yours, dear, true, xyxy=(938,501,1034,508)
dock-prep-body: The lifted decision of the board brings the acquisition of an up-to-date dock as part of the general equipment of the port to a definite stage, but it will be probably a couple of years before the floating dock is in position and ready for business. At present there is a depth of over 40 feet of water on the site for the dock. The approach from the sea wall and the jetty will be constructed in reinforced concrete. As the dock itself, which will measure 580 feet in length and 114 feet in width, will be secured to the jetty, the latter will be necessarily of particularly strong construction. xyxy=(566,373,732,439)
jp-other-body: Other appointments of district interest are:—Messrs. H. W. G. Baird, Hastings; A. E. Bedford, Napier; F. Brook, Hastings; J. A. Burt, Woburn; H. G. Carter, Greytown; C. D. Cox, Napier; L. Dickinson, Kilbirnie; D. A. T. Drummond, Waimea; H. Everett, Waipawa; G. V. Freer; Foxton; J. W. H. Fletcher, Petone; F. A. Goodger, Wainuiomata; L. A. Higgins, Waimea; D. R. Howard, Whanganui; F. R. Hunt, Waimea; H. A. Johnson, Napier; Waimea; M. G. Lewis, Hastings; W. R. Napier; H. C. North, Stratford; N. M. Poulsen, Waipawa; W. J. A. Ryder, Waimea; J. M. Smith, Wellington; F. A. Tutt, Waimea; H. J. Wells, Waimea. xyxy=(744,365,832,497)
kitchen-body: At the meeting of the Hospital Board yesterday, on the recommendation of the Hospital Committee, Miss D. A. Reid, of the Christchurch Hospital, was appointed dietitian. This, said Dr. T. Castle, was a new office. A dietitian was first suggested by Dr. H. Smith about twelve months ago. It meant the introduction of scientific methods into the kitchen and general diet of the hospital. xyxy=(744,1141,832,1227)
prejudice-byline: (By T.D.H.) xyxy=(999,76,1035,83)
raincoat-item: THE AQUATITE—the all-round coat for special value, never lets you down. xyxy=(8,289,194,303)
jp-woman: Mrs. P. Cuttle, Palmerston North. xyxy=(750,164,819,177)
jp-wgtn: Mr. C. M. Bowden, Oriental Bay. xyxy=(750,281,823,295)
express-list-item: Masterton express, 11.25 a.m. xyxy=(212,951,293,958)
prejudice-paragraph: The British Ambassador in St. Petersburg at the time, was Sir Charles Scott, and he duly went and asked Count Mouravieff, the Czar's Foreign Minister, just when every nation was to begin sinking its warships and turning its swords into ploughshares. Count Mouravieff at once explained that there was no need for worry on the point. There was no intention to lay any definite scheme to do anything before the conference. xyxy=(928,183,1106,229)
distributed-address: KELBURN AVENUE, xyxy=(66,711,136,720)
roads-body: "A tremendous advance has been made with the roading problem in most districts during the last year or two," said the Minister of Lands (Hon. O. J. Hawken), in an interview with a Dominion reporter yesterday in connection with his visit to the Waitomo and Kawhia counties in the King Country. "It is the Highways policy," added the Minister, "that has given these people three-quarter miles of good roads. The settlers could not have hoped to have had such roads under the old system." xyxy=(841,769,919,888)
lower-left-stories xyxy=(206,632,374,1108)
raincoat-item: "DEXTER," a well-known Raincoat .... £8/15/- and £9/10/6. xyxy=(8,280,162,287)
dock-lead: When the Thorndon reclamation, which is now progressing rapidly, is sufficiently advanced, the necessary approach, jetty, and mooring berth for the floating dock will be put in hand, and the site to be occupied by the dock will be dredged to the requisite depth. The dock will be the first of its kind in either Australia or New Zealand, and will be of sufficient lifting power to raise the largest ship trading to New Zealand. xyxy=(566,136,732,189)
air-body: Speaking at the Navy League conference deputation to the Prime Minister and Minister of Defence yesterday, the president (Sir Alexander Roberts) said the league believed that at the present time the coming men of New Zealand were keen on the air, and some encouragement should be given them so as to form an "air sense." So that, in the event of necessity, the nucleus of a body of trained and partially-trained men would be available. Commercial aviation could be quickly converted into an effective defensive arm. "We realise the importance of establishing an air sense," said the Minister of Defence (Hon. F. J. Rolleston), in reply. "Only a few days ago I submitted to the Prime Minister a proposal as to the way in which the Defence Department might subsidise air clubs. You can take it that the matter is in hand, and will be considered." Referring to commercial aviation, the Minister said that his own opinion, for what it was worth, was that New Zealand was not so suitable for commercial aviation as were other countries—Australia for instance. xyxy=(841,151,919,422)
personal-body: The Minister of Lands (Hon. A. D. McLeod) will return to Wellington from the north to-day. Sir George Fowlds is a passenger on the Tahiti, which left Sydney for Wellington yesterday en route to London to take up the Agent-General's post. Mr. A. Russell has been appointed assistant surgeon in the Wellington Hospital. The resignation of Dr. D. J. Brown, house surgeon at the Wellington Hospital, was accepted with regret by the Hospital Board yesterday. Mr. G. Kennedy, chairman of the Dairy board, which met on Wednesday, left Wellington by last night's "Limited" express for Auckland. The appointment of Mr. J. P. M. Rose as deputy resident commissioner of Niue is gazetted. xyxy=(841,926,919,1098)
dock-sub2: PREPARATORY WORK AHEAD xyxy=(570,89,728,99)
raincoat-item: THE LYTEMAC is a similar coat, slightly heavier, and has a specially dressed surface; both these lines have our enthusiastic recommendation .... 37/6. xyxy=(8,319,194,340)
relief-head: RELIEF SUPPLIES xyxy=(748,504,828,513)
distributed-line: In WOOL CHEQUES. xyxy=(66,680,136,689)
jp-wgtn-intro: The following Wellington residents have been appointed Justices:— xyxy=(744,260,832,280)
jp-other-head: Other Appointments. xyxy=(749,355,827,364)
column-business-notices xyxy=(8,32,194,1455)
prejudice-paragraph: The real object the conference, as desired by Russia, to attain, according to the Kaiser, was an agreement amongst the Powers not to make any more new inventions. Russia had no inventors, and had to buy all her war weapons and guns abroad, and she wanted simple weapons, so that she could keep up with the rest. xyxy=(928,294,1106,328)
express-intro: Departure and arrival times of passenger express trains to and from Thorndon and Lambton Railway Stations are as follow:— xyxy=(206,837,374,851)
small-idea-body: A small idea may be the germ of a big one—and wise to see our Patent Agent in time. xyxy=(206,1092,374,1105)
raincoat-item: THE POCKETMACK—which weighs only 30oz., is a good proposition for this season of the year; stylishly cut and sewn seams. xyxy=(8,304,194,318)
prejudice-head: WITHOUT PREJUDICE xyxy=(940,36,1094,49)
distributed-amount: £700,000 xyxy=(81,659,121,669)
air-sub2: CONSIDERATION BY GOVERNMENT xyxy=(844,92,916,108)
exhibition-line: 10 WILLIS STREET. xyxy=(68,618,134,627)
express-list-item: Palmerston North express, via Wairarapa, 5.41 p.m. xyxy=(212,960,349,967)
jp-sub2: EIGHT WOMEN APPOINTEES xyxy=(756,94,820,110)
dock-body: The question of providing docking facilities for ships at Wellington is one that has engaged the attention of the Harbour Board at different times for many years. Some years before the war a contract was let to Messrs. John Mowlem and Sons for the construction of a large graving dock at Te Aro between Taranaki Street and Clyde Quay wharves. The site was dredged by the Whakatane, but difficulties afterwards arose in connection with the concrete work, and the contract was abandoned. Some years later the question of providing a small floating dock was raised by the late Mr. W. Cable, who was then a member of the Harbour Board. The board passed a resolution approving the proposal, but it was not proceeded with. xyxy=(566,190,732,276)
exhibition-head: EXHIBITION xyxy=(75,577,127,587)
editorial-paragraph: At the present time privately-owned machines of the type in which Hinkler "hopped over" from England to Australia, to see his people, are flying all over the United Kingdom, Europe, America, and to a limited extent over parts of Australia. We have nothing of that in this country, and we may never have unless and until someone makes a beginning. The appearance of the first motor-car in New Zealand is well within the memory of the present generation. To-day there are comparatively few families who cannot boast of at least "something" on wheels. We have become a motoring country. Why should we not, by the same process of familiarisation, become a flying country? Hinkler's machine, it is stated, cost £625. At that price, flying is not likely to become a general pastime, but there should at least be enough of it to create a national air sense, and we ought to have that if we are to keep abreast of the times. xyxy=(206,390,555,446)
column-rule xyxy=(472,852,474,1455)
jp-sub: NEW LIST ISSUED xyxy=(750,71,826,79)
express-list-item: New Plymouth express, 10.5 a.m. xyxy=(212,932,301,939)
firm-name: KIRKCALDIE AND STAINS, LTD. xyxy=(14,435,188,460)
prejudice-paragraph: If the Hutt Road pier constitutes a danger the public can, of course, avoid it by travelling by train. xyxy=(928,85,1106,98)
press-sub: ANNUAL MEETING xyxy=(842,461,918,470)
roads-head: BETTER ROADS xyxy=(844,727,916,737)
jp-woman: Mrs. A. E. Cochrane, Te Kuiti. xyxy=(750,140,829,147)
jp-woman: Miss C. K. Henderson, Riccarton. xyxy=(750,209,809,223)
publication-date: Friday, February 24, 1928. xyxy=(916,7,1106,23)
ferry-list-item: Ngaio, Nelson, 7.30 p.m. xyxy=(212,1060,278,1067)
relief-sub: SHOULD TENDERS BE CALLED? xyxy=(748,527,828,544)
poem-line: Your face was not so very hot, xyxy=(938,461,1017,468)
poem-line: To find no dislocation. xyxy=(938,454,996,461)
jp-woman: Mrs. I. M. C. Jones, Hamilton. xyxy=(750,224,829,231)
express-arr-thorndon: ARRIVALS AT THORNDON. xyxy=(244,852,336,861)
raincoat-item: BURBERRY RAINCOAT, in several colours, and the usual well-known cut. xyxy=(8,265,194,279)
wild-goose-sub: BOGUS TELEPHONE CALL xyxy=(231,652,349,661)
poem-line: A pain within my spine. xyxy=(938,481,1000,488)
exhibition-line: NEW PHOTOGRAPHS xyxy=(61,588,141,597)
express-dep-lambton: DEPARTURES FROM LAMBTON. xyxy=(234,968,346,977)
southerly-head: SOUTHERLY COMING xyxy=(33,836,169,847)
poem-line: As part of my vocation, xyxy=(938,440,999,447)
small-idea-head: NO IDEA IS TOO SMALL. xyxy=(247,1082,333,1091)
ferry-list-item: Ngaio, Nelson, 7 a.m. (approximately). xyxy=(212,1024,315,1031)
express-list-item: Masterton express, 4.18 p.m. xyxy=(212,987,290,994)
dock-tow-body: The dock will be built complete in the contractor's yard at Newcastle-on-Tyne, and the contract price will include its delivery at Wellington. The huge structure will have to be towed out from Britain to New Zealand, and this lends additional interest to the scheme, since the tow will be the longest that has ever been undertaken. Some years before the war a floating dock 360 feet in length and 70 feet in breadth, capable of lifting 8000 tons, was towed out from England round Cape Horn to Callao in Peru. The tugs will probably have to be changed at intervals. xyxy=(566,450,732,517)
express-expresses: THE EXPRESSES xyxy=(260,827,320,836)
jp-wgtn: Mr. J. H. Neeson, Kilbirnie. xyxy=(750,305,821,312)
fossey-notice: MORRIS FOSSEY, SURGEON DENTIST, 63 Manners Street. Tel. 40-226. Hours, 9 a.m. to 6 p.m. Monday, Wednesday, Friday, 9 a.m.-9 p.m. xyxy=(8,811,194,825)
